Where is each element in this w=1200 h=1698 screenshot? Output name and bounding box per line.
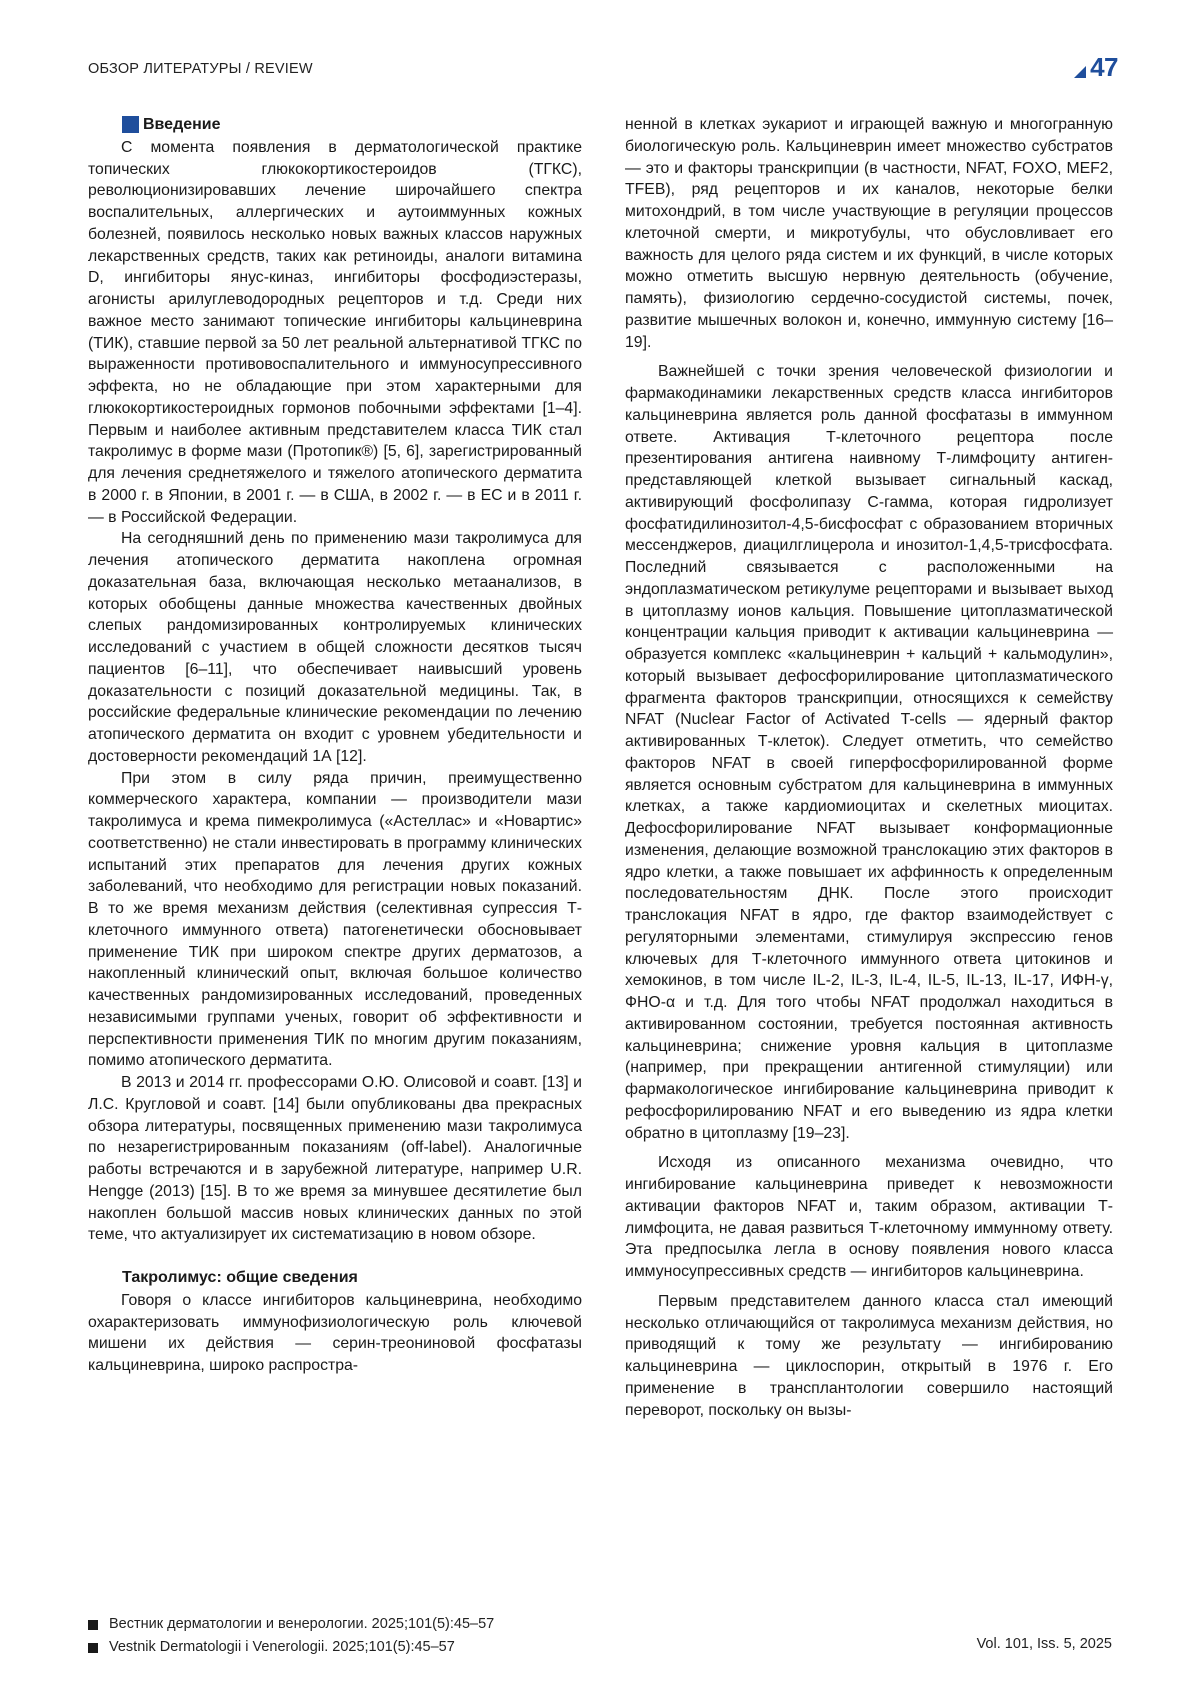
- paragraph: Исходя из описанного механизма очевидно, что ингибирование кальциневрина приведет к невозможности активации факторов NFAT и, таким образом, активации Т-лимфоцита, не давая развиться Т-клеточному иммунному ответу. Эта предпосылка легла в основу появления нового класса иммуносупрессивных средств — ингибиторов кальциневрина.: [625, 1154, 1113, 1280]
- section-heading-introduction: [122, 114, 582, 136]
- triangle-marker-icon: [1074, 66, 1086, 78]
- left-column: [88, 114, 582, 1377]
- footer-citation-ru: [88, 1613, 494, 1636]
- paragraph: С момента появления в дерматологической практике топических глюкокортикостероидов (ТГКС), революционизировавших лечение широчайшего спектра воспалительных, аллергических и аутоиммунных кожных болезней, появилось несколько новых важных классов наружных лекарственных средств, таких как ретиноиды, аналоги витамина D, ингибиторы янус-киназ, ингибиторы фосфодиэстеразы, агонисты арилуглеводородных рецепторов и т.д. Среди них важное место занимают топические ингибиторы кальциневрина (ТИК), ставшие первой за 50 лет реальной альтернативой ТГКС по выраженности противовоспалительного и иммуносупрессивного эффекта, но не обладающие при этом характерными для глюкокортикостероидных гормонов побочными эффектами [1–4]. Первым и наиболее активным представителем класса ТИК стал такролимус в форме мази (Протопик®) [5, 6], зарегистрированный для лечения среднетяжелого и тяжелого атопического дерматита в 2000 г. в Японии, в 2001 г. — в США, в 2002 г. — в ЕС и в 2011 г. — в Российской Федерации.: [88, 138, 582, 526]
- square-bullet-icon: [88, 1643, 98, 1653]
- paragraph: При этом в силу ряда причин, преимущественно коммерческого характера, компании — производители мази такролимуса и крема пимекролимуса («Астеллас» и «Новартис» соответственно) не стали инвестировать в программу клинических испытаний этих препаратов для лечения других кожных заболеваний, что необходимо для регистрации новых показаний. В то же время механизм действия (селективная супрессия Т-клеточного иммунного ответа) патогенетически обосновывает применение ТИК при широком спектре других дерматозов, а накопленный клинический опыт, включая большое количество качественных рандомизированных исследований, проведенных независимыми группами ученых, говорит об эффективности и перспективности применения ТИК по многим другим показаниям, помимо атопического дерматита.: [88, 769, 582, 1070]
- page-number: 47: [1090, 52, 1118, 82]
- citation-ru-text: Вестник дерматологии и венерологии. 2025;101(5):45–57: [109, 1616, 495, 1632]
- footer-citation-en: [88, 1636, 494, 1659]
- citation-en-text: Vestnik Dermatologii i Venerologii. 2025;101(5):45–57: [109, 1639, 455, 1655]
- running-header-section: ОБЗОР ЛИТЕРАТУРЫ / REVIEW: [88, 61, 313, 77]
- paragraph: На сегодняшний день по применению мази такролимуса для лечения атопического дерматита накоплена огромная доказательная база, включающая несколько метаанализов, в которых обобщены данные множества качественных двойных слепых рандомизированных контролируемых клинических исследований с участием в общей сложности десятков тысяч пациентов [6–11], что обеспечивает наивысший уровень доказательности с позиций доказательной медицины. Так, в российские федеральные клинические рекомендации по лечению атопического дерматита он входит с уровнем убедительности и достоверности рекомендаций 1А [12].: [88, 530, 582, 765]
- paragraph: Важнейшей с точки зрения человеческой физиологии и фармакодинамики лекарственных средств класса ингибиторов кальциневрина является роль данной фосфатазы в иммунном ответе. Активация Т-клеточного рецептора после презентирования антигена наивному Т-лимфоциту антиген-представляющей клеткой вызывает сигнальный каскад, активирующий фосфолипазу С-гамма, которая гидролизует фосфатидилинозитол-4,5-бисфосфат с образованием вторичных мессенджеров, диацилглицерола и инозитол-1,4,5-трисфосфата. Последний связывается с расположенными на эндоплазматическом ретикулуме рецепторами и вызывает выход в цитоплазму ионов кальция. Повышение цитоплазматической концентрации кальция приводит к активации кальциневрина — образуется комплекс «кальциневрин + кальций + кальмодулин», который вызывает дефосфорилирование цитоплазматического фрагмента факторов транскрипции, относящихся к семейству NFAT (Nuclear Factor of Activated T-cells — ядерный фактор активированных Т-клеток). Следует отметить, что семейство факторов NFAT в своей гиперфосфорилированной форме является основным субстратом для кальциневрина в иммунных клетках, а также кардиомиоцитах и скелетных миоцитах. Дефосфорилирование NFAT вызывает конформационные изменения, делающие возможной транслокацию этих факторов в ядро клетки, а также повышает их аффинность к определенным последовательностям ДНК. После этого происходит транслокация NFAT в ядро, где фактор взаимодействует с регуляторными элементами, стимулируя экспрессию генов ключевых для Т-клеточного иммунного ответа цитокинов и хемокинов, в том числе IL-2, IL-3, IL-4, IL-5, IL-13, IL-17, ИФН-γ, ФНО-α и т.д. Для того чтобы NFAT продолжал находиться в активированном состоянии, требуется постоянная активность кальциневрина; снижение уровня кальция в цитоплазме (например, при прекращении антигенной стимуляции) или фармакологическое ингибирование кальциневрина приводит к рефосфорилированию NFAT и его выведению из ядра клетки обратно в цитоплазму [19–23].: [625, 363, 1113, 1142]
- footer-citations: [88, 1613, 494, 1659]
- paragraph: В 2013 и 2014 гг. профессорами О.Ю. Олисовой и соавт. [13] и Л.С. Кругловой и соавт. [14] были опубликованы два прекрасных обзора литературы, посвященных применению мази такролимуса по незарегистрированным показаниям (off-label). Аналогичные работы встречаются и в зарубежной литературе, например U.R. Hengge (2013) [15]. В то же время за минувшее десятилетие был накоплен большой массив новых клинических данных по этой теме, что актуализирует их систематизацию в новом обзоре.: [88, 1074, 582, 1244]
- footer-volume: Vol. 101, Iss. 5, 2025: [976, 1636, 1112, 1652]
- right-column: [625, 114, 1113, 1421]
- paragraph: ненной в клетках эукариот и играющей важную и многогранную биологическую роль. Кальциневрин имеет множество субстратов — это и факторы транскрипции (в частности, NFAT, FOXO, MEF2, TFEB), ряд рецепторов и их каналов, некоторые белки митохондрий, в том числе участвующие в регуляции процессов клеточной смерти, и микротубулы, что обусловливает его важность для целого ряда систем и их функций, в числе которых можно отметить высшую нервную деятельность (обучение, память), физиологию сердечно-сосудистой системы, почек, развитие мышечных волокон и, конечно, иммунную систему [16–19].: [625, 116, 1113, 351]
- square-bullet-icon: [88, 1620, 98, 1630]
- paragraph: Первым представителем данного класса стал имеющий несколько отличающийся от такролимуса механизм действия, но приводящий к тому же результату — ингибированию кальциневрина — циклоспорин, открытый в 1976 г. Его применение в трансплантологии совершило настоящий переворот, поскольку он вызы-: [625, 1292, 1113, 1419]
- square-bullet-icon: [122, 116, 139, 133]
- page-number-block: [1074, 52, 1118, 83]
- paragraph: Говоря о классе ингибиторов кальциневрина, необходимо охарактеризовать иммунофизиологическую роль ключевой мишени их действия — серин-треониновой фосфатазы кальциневрина, широко распростра-: [88, 1291, 582, 1374]
- section-heading-text: Введение: [143, 116, 221, 133]
- section-heading-tacrolimus: Такролимус: общие сведения: [122, 1269, 358, 1286]
